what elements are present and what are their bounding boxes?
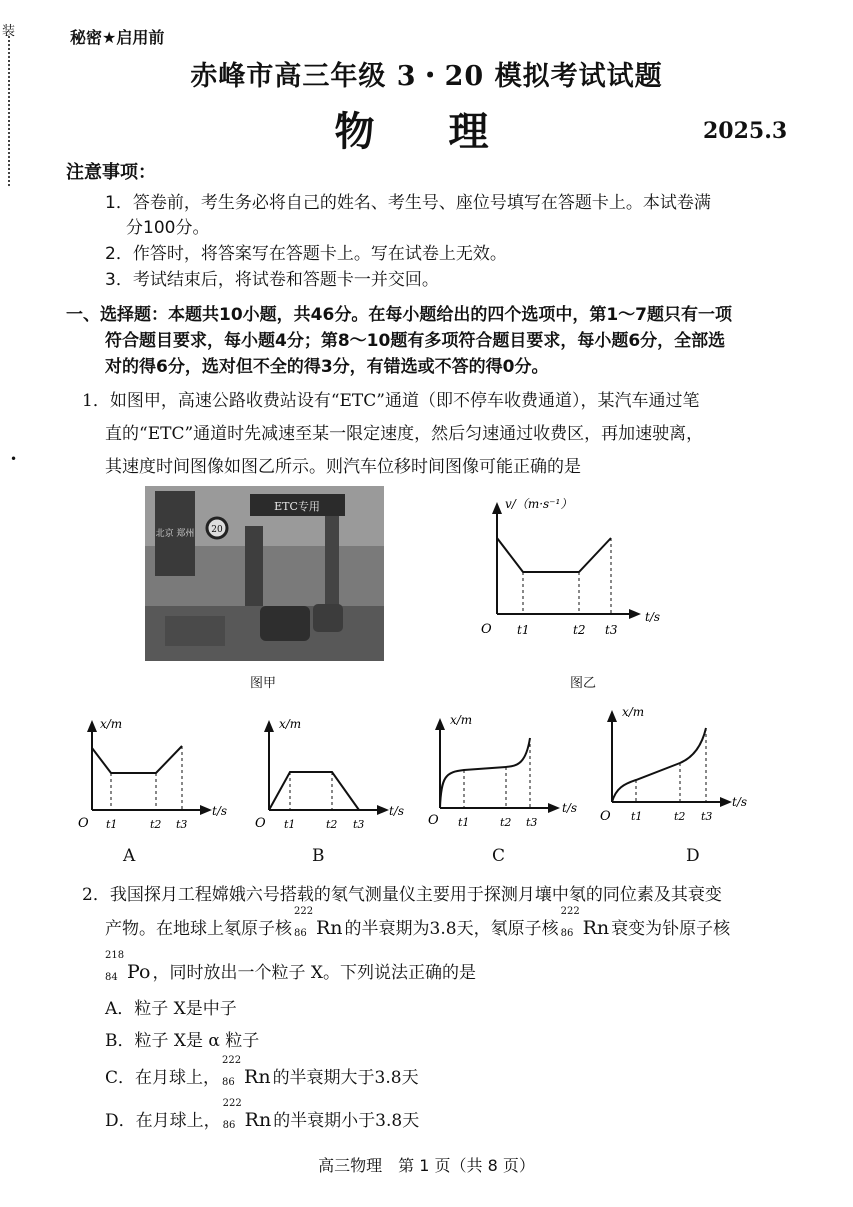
option-b-xlabel: t/s xyxy=(389,804,405,818)
q2-option-d xyxy=(105,1098,420,1131)
q2-option-d-a: D．在月球上， xyxy=(105,1111,221,1131)
exam-date: 2025.3 xyxy=(703,118,788,144)
option-c-ylabel: x/m xyxy=(450,713,473,727)
option-a-graph xyxy=(78,712,238,837)
option-c-t3: t3 xyxy=(526,816,538,829)
option-a-t3: t3 xyxy=(176,818,188,831)
rn-mass-2: 222 xyxy=(560,906,580,917)
q2-line-2-b: 的半衰期为3.8天，氡原子核 xyxy=(344,919,559,939)
binding-mark: 装 xyxy=(2,24,16,39)
rn-symbol-c: Rn xyxy=(244,1066,271,1088)
vt-t1: t1 xyxy=(517,623,530,637)
q2-option-c xyxy=(105,1055,419,1088)
option-a-t1: t1 xyxy=(106,818,118,831)
option-b-t1: t1 xyxy=(284,818,296,831)
page-footer: 高三物理 第 1 页（共 8 页） xyxy=(318,1156,535,1175)
vt-y-arrow xyxy=(492,502,502,514)
notice-heading: 注意事项： xyxy=(66,162,156,183)
option-d-origin: O xyxy=(600,809,611,824)
option-b-ylabel: x/m xyxy=(279,717,302,731)
option-d-t1: t1 xyxy=(631,810,643,823)
po-symbol: Po xyxy=(127,961,151,983)
section-1-line-3: 对的得6分，选对但不全的得3分，有错选或不答的得0分。 xyxy=(105,357,549,377)
vt-ylabel: v/（m·s⁻¹） xyxy=(505,497,573,511)
rn-mass-d: 222 xyxy=(222,1098,242,1109)
rn-z: 86 xyxy=(294,928,307,939)
q2-line-1: 2．我国探月工程嫦娥六号搭载的氡气测量仪主要用于探测月壤中氡的同位素及其衰变 xyxy=(82,885,722,905)
option-d-t3: t3 xyxy=(701,810,713,823)
rn-nuclide-c xyxy=(222,1055,271,1088)
notice-item-1-cont: 分100分。 xyxy=(126,218,210,238)
option-d-curve xyxy=(612,728,706,802)
rn-nuclide-d xyxy=(222,1098,272,1131)
option-d-ylabel: x/m xyxy=(622,705,645,719)
rn-z-c: 86 xyxy=(222,1077,235,1088)
notice-item-3: 3．考试结束后，将试卷和答题卡一并交回。 xyxy=(105,270,439,290)
rn-z-d: 86 xyxy=(222,1120,236,1131)
option-b-t3: t3 xyxy=(353,818,365,831)
margin-tick: • xyxy=(10,452,18,466)
vt-curve xyxy=(497,538,611,572)
q2-line-2 xyxy=(105,906,731,939)
option-a-origin: O xyxy=(78,816,89,831)
option-d-xlabel: t/s xyxy=(732,795,748,809)
section-1-line-1: 一、选择题：本题共10小题，共46分。在每小题给出的四个选项中，第1～7题只有一项 xyxy=(66,305,732,325)
option-a-curve xyxy=(92,746,182,773)
photo-speed-sign: 20 xyxy=(211,525,223,535)
q2-line-2-a: 产物。在地球上氡原子核 xyxy=(105,919,292,939)
vt-graph xyxy=(475,488,675,648)
rn-mass: 222 xyxy=(294,906,314,917)
option-d-t2: t2 xyxy=(674,810,686,823)
option-b-t2: t2 xyxy=(326,818,338,831)
vt-t2: t2 xyxy=(573,623,586,637)
option-a-label: A xyxy=(123,846,136,866)
rn-z-2: 86 xyxy=(560,928,574,939)
option-c-t1: t1 xyxy=(458,816,470,829)
q2-line-3-text: ，同时放出一个粒子 X。下列说法正确的是 xyxy=(152,963,476,983)
option-b-graph xyxy=(255,712,415,837)
option-a-xlabel: t/s xyxy=(212,804,228,818)
option-c-origin: O xyxy=(428,813,439,828)
q2-option-c-a: C．在月球上， xyxy=(105,1068,221,1088)
vt-xlabel: t/s xyxy=(645,610,661,624)
photo-caption: 图甲 xyxy=(250,676,277,691)
confidential-label: 秘密★启用前 xyxy=(70,28,165,47)
etc-toll-photo xyxy=(145,486,384,661)
q2-line-2-c: 衰变为钋原子核 xyxy=(611,919,731,939)
vt-t3: t3 xyxy=(605,623,618,637)
rn-nuclide xyxy=(294,906,343,939)
photo-side-sign: 北京 郑州 xyxy=(155,529,195,539)
q2-option-c-b: 的半衰期大于3.8天 xyxy=(272,1068,419,1088)
notice-item-2: 2．作答时，将答案写在答题卡上。写在试卷上无效。 xyxy=(105,244,507,264)
subject-title: 物 理 xyxy=(334,108,519,155)
q1-line-3: 其速度时间图像如图乙所示。则汽车位移时间图像可能正确的是 xyxy=(105,457,581,477)
option-c-xlabel: t/s xyxy=(562,801,578,815)
option-b-origin: O xyxy=(255,816,266,831)
q2-line-3 xyxy=(105,950,476,983)
po-mass: 218 xyxy=(105,950,125,961)
option-c-label: C xyxy=(492,846,506,866)
option-a-t2: t2 xyxy=(150,818,162,831)
notice-item-1: 1．答卷前，考生务必将自己的姓名、考生号、座位号填写在答题卡上。本试卷满 xyxy=(105,193,711,213)
rn-symbol-2: Rn xyxy=(582,917,610,939)
rn-symbol: Rn xyxy=(316,917,343,939)
q1-line-1: 1．如图甲，高速公路收费站设有“ETC”通道（即不停车收费通道），某汽车通过笔 xyxy=(82,391,700,411)
option-a-ylabel: x/m xyxy=(100,717,123,731)
option-d-graph xyxy=(598,700,768,835)
q2-option-d-b: 的半衰期小于3.8天 xyxy=(273,1111,420,1131)
photo-etc-sign: ETC专用 xyxy=(274,500,320,513)
po-nuclide xyxy=(105,950,151,983)
q2-option-a: A．粒子 X是中子 xyxy=(105,999,237,1019)
exam-title: 赤峰市高三年级 3・20 模拟考试试题 xyxy=(190,61,663,92)
option-b-label: B xyxy=(312,846,325,866)
vt-origin: O xyxy=(481,622,492,637)
vt-caption: 图乙 xyxy=(570,676,597,691)
option-d-label: D xyxy=(686,846,700,866)
option-c-t2: t2 xyxy=(500,816,512,829)
q2-option-b: B．粒子 X是 α 粒子 xyxy=(105,1031,260,1051)
q1-line-2: 直的“ETC”通道时先减速至某一限定速度，然后匀速通过收费区，再加速驶离， xyxy=(105,424,704,444)
rn-symbol-d: Rn xyxy=(244,1109,272,1131)
po-z: 84 xyxy=(105,972,118,983)
rn-nuclide-2 xyxy=(560,906,610,939)
section-1-line-2: 符合题目要求，每小题4分；第8～10题有多项符合题目要求，每小题6分，全部选 xyxy=(105,331,726,351)
vt-x-arrow xyxy=(629,609,641,619)
option-c-curve xyxy=(440,738,530,808)
option-c-graph xyxy=(426,708,591,838)
option-b-curve xyxy=(269,772,359,810)
rn-mass-c: 222 xyxy=(222,1055,242,1066)
